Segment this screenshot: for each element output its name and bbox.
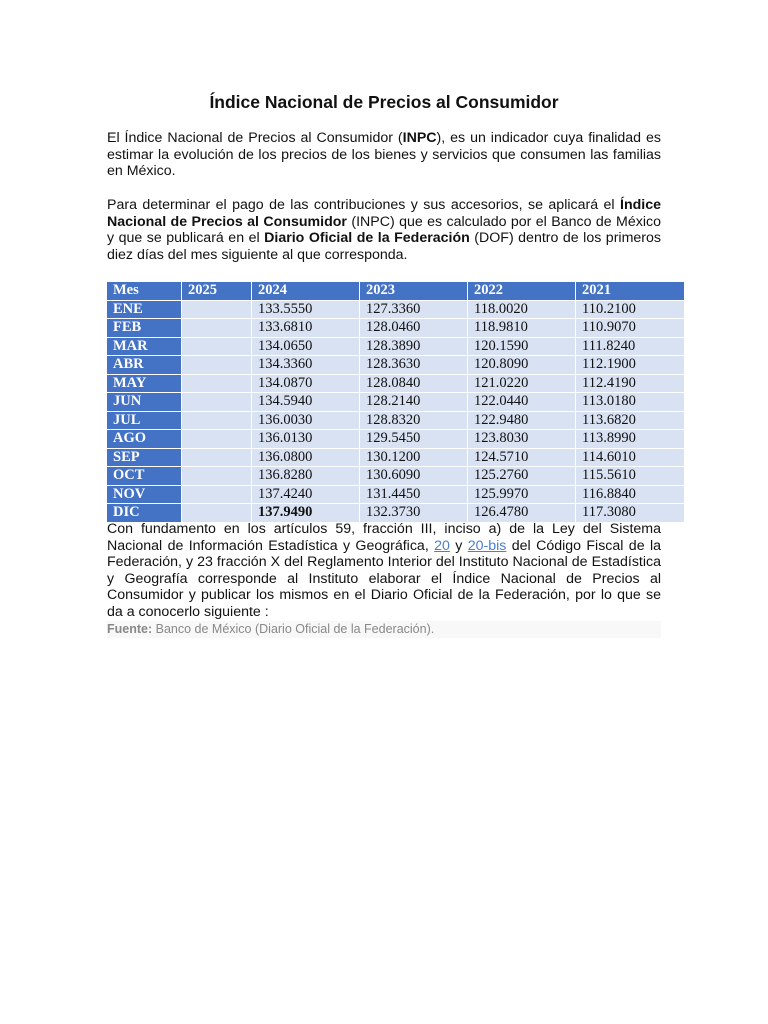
- value-cell-2025: [182, 430, 252, 449]
- source-text: Banco de México (Diario Oficial de la Federación).: [152, 622, 435, 636]
- intro-paragraph: [107, 130, 661, 180]
- value-cell-2025: [182, 504, 252, 523]
- source-label: Fuente:: [107, 622, 153, 636]
- value-cell-2025: [182, 356, 252, 375]
- value-cell-2024: 134.5940: [252, 393, 360, 412]
- value-cell-2022: 118.0020: [468, 301, 576, 320]
- value-cell-2024: 137.9490: [252, 504, 360, 523]
- table-row: [107, 301, 685, 320]
- month-cell: NOV: [107, 486, 182, 505]
- value-cell-2025: [182, 338, 252, 357]
- value-cell-2023: 128.8320: [360, 412, 468, 431]
- month-cell: FEB: [107, 319, 182, 338]
- value-cell-2021: 116.8840: [576, 486, 685, 505]
- intro-text-1: El Índice Nacional de Precios al Consumidor (: [107, 130, 403, 146]
- payment-text-1: Para determinar el pago de las contribuciones y sus accesorios, se aplicará el: [107, 197, 620, 213]
- table-row: [107, 338, 685, 357]
- month-cell: MAR: [107, 338, 182, 357]
- value-cell-2024: 134.0870: [252, 375, 360, 394]
- value-cell-2021: 114.6010: [576, 449, 685, 468]
- value-cell-2021: 110.9070: [576, 319, 685, 338]
- value-cell-2025: [182, 486, 252, 505]
- value-cell-2025: [182, 301, 252, 320]
- article-20-bis-link[interactable]: 20-bis: [467, 537, 507, 554]
- value-cell-2023: 127.3360: [360, 301, 468, 320]
- value-cell-2025: [182, 319, 252, 338]
- month-cell: DIC: [107, 504, 182, 523]
- inpc-table: [107, 282, 685, 523]
- value-cell-2024: 136.8280: [252, 467, 360, 486]
- value-cell-2023: 132.3730: [360, 504, 468, 523]
- value-cell-2025: [182, 412, 252, 431]
- value-cell-2021: 112.1900: [576, 356, 685, 375]
- month-cell: ENE: [107, 301, 182, 320]
- header-2023: 2023: [360, 282, 468, 301]
- value-cell-2024: 134.3360: [252, 356, 360, 375]
- value-cell-2023: 130.1200: [360, 449, 468, 468]
- month-cell: ABR: [107, 356, 182, 375]
- value-cell-2023: 129.5450: [360, 430, 468, 449]
- header-2021: 2021: [576, 282, 685, 301]
- page-title: Índice Nacional de Precios al Consumidor: [209, 92, 559, 112]
- header-2024: 2024: [252, 282, 360, 301]
- value-cell-2022: 124.5710: [468, 449, 576, 468]
- value-cell-2024: 133.6810: [252, 319, 360, 338]
- value-cell-2023: 128.0460: [360, 319, 468, 338]
- value-cell-2022: 120.1590: [468, 338, 576, 357]
- value-cell-2022: 125.9970: [468, 486, 576, 505]
- value-cell-2025: [182, 375, 252, 394]
- value-cell-2024: 134.0650: [252, 338, 360, 357]
- payment-bold-index: Índice Nacional de Precios al Consumidor: [107, 197, 661, 230]
- intro-text-2: ), es un indicador cuya finalidad es estimar la evolución de los precios de los bienes y servicios que consumen las familias en México.: [107, 130, 661, 180]
- value-cell-2021: 117.3080: [576, 504, 685, 523]
- payment-paragraph: [107, 197, 661, 263]
- table-row: [107, 449, 685, 468]
- article-20-link[interactable]: 20: [434, 537, 450, 554]
- legal-text-1: Con fundamento en los artículos 59, fracción III, inciso a) de la Ley del Sistema Nacional de Información Estadística y Geográfica,: [107, 521, 661, 554]
- value-cell-2024: 133.5550: [252, 301, 360, 320]
- value-cell-2023: 128.3890: [360, 338, 468, 357]
- value-cell-2021: 115.5610: [576, 467, 685, 486]
- value-cell-2021: 113.8990: [576, 430, 685, 449]
- table-row: [107, 375, 685, 394]
- month-cell: AGO: [107, 430, 182, 449]
- value-cell-2024: 136.0130: [252, 430, 360, 449]
- table-row: [107, 467, 685, 486]
- value-cell-2025: [182, 467, 252, 486]
- value-cell-2023: 130.6090: [360, 467, 468, 486]
- value-cell-2023: 128.2140: [360, 393, 468, 412]
- table-header-row: [107, 282, 685, 301]
- value-cell-2023: 128.3630: [360, 356, 468, 375]
- value-cell-2023: 128.0840: [360, 375, 468, 394]
- month-cell: SEP: [107, 449, 182, 468]
- header-2022: 2022: [468, 282, 576, 301]
- month-cell: JUL: [107, 412, 182, 431]
- value-cell-2022: 122.9480: [468, 412, 576, 431]
- table-row: [107, 412, 685, 431]
- value-cell-2024: 136.0800: [252, 449, 360, 468]
- value-cell-2024: 137.4240: [252, 486, 360, 505]
- legal-text-3: del Código Fiscal de la Federación, y 23 fracción X del Reglamento Interior del Instituto Nacional de Estadística y Geografía corresponde al Instituto elaborar el Índice Nacional de Precios al Consumidor y publicar los mismos en el Diario Oficial de la Federación, por lo que se da a conocerlo siguiente :: [107, 537, 661, 620]
- header-2025: 2025: [182, 282, 252, 301]
- header-mes: Mes: [107, 282, 182, 301]
- table-body: [107, 301, 685, 523]
- value-cell-2021: 113.6820: [576, 412, 685, 431]
- table-row: [107, 393, 685, 412]
- value-cell-2023: 131.4450: [360, 486, 468, 505]
- table-row: [107, 356, 685, 375]
- legal-text-2: y: [449, 537, 468, 554]
- value-cell-2025: [182, 449, 252, 468]
- value-cell-2022: 118.9810: [468, 319, 576, 338]
- table-row: [107, 504, 685, 523]
- intro-bold-inpc: INPC: [402, 130, 437, 146]
- value-cell-2022: 122.0440: [468, 393, 576, 412]
- source-note: [107, 621, 661, 638]
- value-cell-2025: [182, 393, 252, 412]
- value-cell-2021: 112.4190: [576, 375, 685, 394]
- value-cell-2024: 136.0030: [252, 412, 360, 431]
- table-row: [107, 319, 685, 338]
- table-row: [107, 430, 685, 449]
- month-cell: OCT: [107, 467, 182, 486]
- value-cell-2022: 123.8030: [468, 430, 576, 449]
- month-cell: MAY: [107, 375, 182, 394]
- month-cell: JUN: [107, 393, 182, 412]
- value-cell-2021: 110.2100: [576, 301, 685, 320]
- value-cell-2021: 113.0180: [576, 393, 685, 412]
- payment-text-3: (DOF) dentro de los primeros diez días del mes siguiente al que corresponda.: [107, 230, 661, 263]
- legal-paragraph: [107, 521, 661, 621]
- value-cell-2022: 125.2760: [468, 467, 576, 486]
- payment-text-2: (INPC) que es calculado por el Banco de México y que se publicará en el: [107, 213, 661, 247]
- value-cell-2021: 111.8240: [576, 338, 685, 357]
- value-cell-2022: 121.0220: [468, 375, 576, 394]
- payment-bold-dof: Diario Oficial de la Federación: [264, 230, 470, 247]
- value-cell-2022: 126.4780: [468, 504, 576, 523]
- table-row: [107, 486, 685, 505]
- value-cell-2022: 120.8090: [468, 356, 576, 375]
